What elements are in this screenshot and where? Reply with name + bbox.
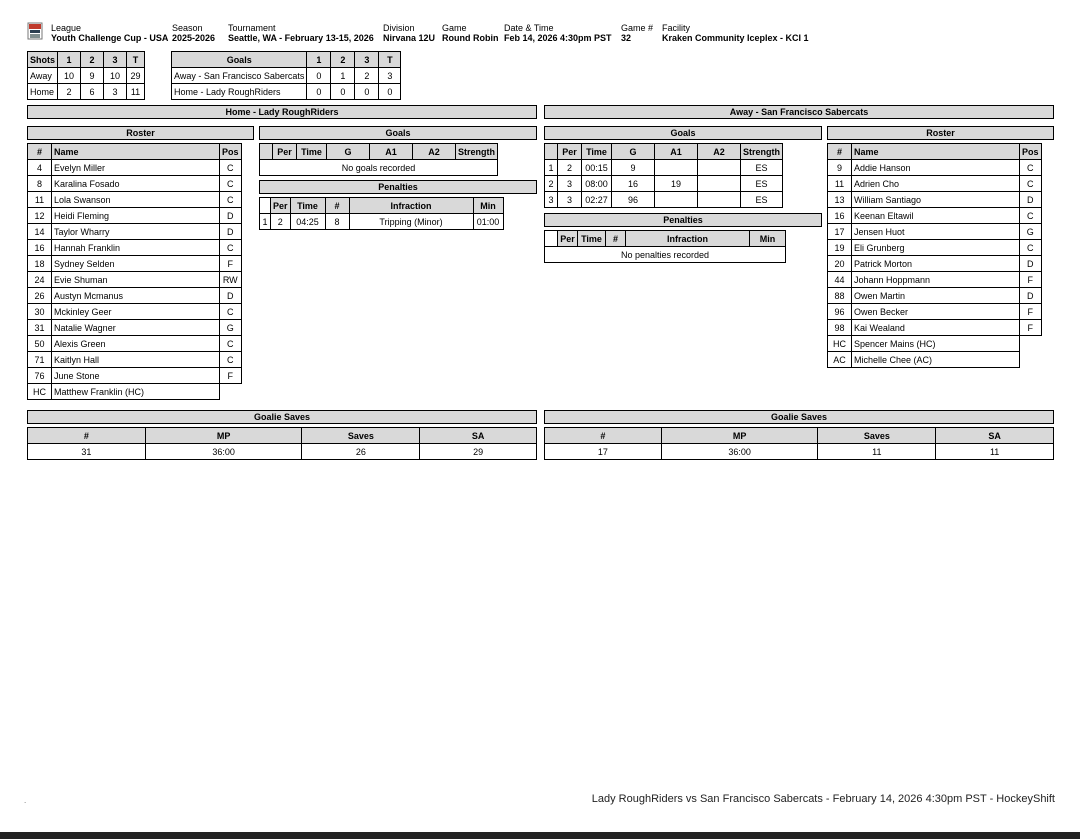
player-position: C (220, 192, 242, 208)
coach-blank (220, 384, 242, 400)
goalie-header: MP (661, 428, 818, 444)
goals-summary-header-row (172, 52, 401, 68)
header-datetime: Date & Time Feb 14, 2026 4:30pm PST (504, 23, 612, 43)
goals-summary-cell: 0 (307, 84, 331, 100)
goal-scorer: 9 (612, 160, 655, 176)
header-game: Game Round Robin (442, 23, 499, 43)
home-goalie-row (28, 444, 537, 460)
goalie-number: 17 (545, 444, 662, 460)
shots-header: 3 (104, 52, 127, 68)
penalties-header (260, 198, 271, 214)
player-name: Addie Hanson (852, 160, 1020, 176)
shots-cell: 29 (127, 68, 145, 84)
goalie-saves: 11 (818, 444, 936, 460)
goal-strength: ES (741, 176, 783, 192)
goals-summary-header: Goals (172, 52, 307, 68)
roster-row (28, 352, 242, 368)
player-number: 13 (828, 192, 852, 208)
goalie-minutes: 36:00 (145, 444, 302, 460)
penalties-header: # (325, 198, 349, 214)
away-roster-title: Roster (827, 126, 1054, 140)
goal-strength: ES (741, 192, 783, 208)
player-position: C (220, 176, 242, 192)
player-number: 88 (828, 288, 852, 304)
coach-name: Matthew Franklin (HC) (52, 384, 220, 400)
goals-summary-header: 1 (307, 52, 331, 68)
player-name: Kaitlyn Hall (52, 352, 220, 368)
roster-header: # (28, 144, 52, 160)
penalties-header-spacer (545, 231, 558, 247)
shots-cell: 9 (81, 68, 104, 84)
coach-row (28, 384, 242, 400)
player-position: F (1020, 272, 1042, 288)
goalie-header: SA (936, 428, 1054, 444)
player-name: Owen Martin (852, 288, 1020, 304)
goals-header: G (327, 144, 370, 160)
goalie-header: Saves (818, 428, 936, 444)
player-name: Heidi Fleming (52, 208, 220, 224)
player-number: 14 (28, 224, 52, 240)
penalties-header: Per (271, 198, 291, 214)
shots-cell: 11 (127, 84, 145, 100)
player-name: Austyn Mcmanus (52, 288, 220, 304)
goals-summary-cell: 0 (307, 68, 331, 84)
goalie-saves: 26 (302, 444, 420, 460)
player-name: June Stone (52, 368, 220, 384)
player-name: Hannah Franklin (52, 240, 220, 256)
goals-header: Strength (741, 144, 783, 160)
away-goals-table (544, 143, 783, 208)
footer-text: Lady RoughRiders vs San Francisco Sabercats - February 14, 2026 4:30pm PST - HockeyShift (591, 793, 1055, 805)
player-name: Natalie Wagner (52, 320, 220, 336)
goal-row (545, 160, 783, 176)
roster-row (28, 368, 242, 384)
goal-time: 00:15 (582, 160, 612, 176)
home-roster-title: Roster (27, 126, 254, 140)
player-position: D (220, 208, 242, 224)
goals-summary-cell: 0 (331, 84, 355, 100)
penalties-header: Time (578, 231, 606, 247)
penalty-infraction: Tripping (Minor) (349, 214, 473, 230)
home-goals-header-row (260, 144, 498, 160)
bottom-bar (0, 832, 1080, 839)
goal-scorer: 96 (612, 192, 655, 208)
header-league: League Youth Challenge Cup - USA (51, 23, 169, 43)
coach-row (828, 352, 1042, 368)
goal-assist-2 (698, 176, 741, 192)
roster-row (828, 176, 1042, 192)
coach-role: HC (28, 384, 52, 400)
goals-summary-cell: 3 (379, 68, 401, 84)
roster-row (28, 288, 242, 304)
player-name: Jensen Huot (852, 224, 1020, 240)
player-number: 16 (28, 240, 52, 256)
coach-name: Spencer Mains (HC) (852, 336, 1020, 352)
shots-table (27, 51, 145, 100)
player-number: 9 (828, 160, 852, 176)
away-team-title: Away - San Francisco Sabercats (544, 105, 1054, 119)
roster-header: Pos (1020, 144, 1042, 160)
goal-strength: ES (741, 160, 783, 176)
roster-header: Name (852, 144, 1020, 160)
roster-header: Name (52, 144, 220, 160)
player-name: Patrick Morton (852, 256, 1020, 272)
roster-row (828, 192, 1042, 208)
goal-scorer: 16 (612, 176, 655, 192)
player-position: C (220, 240, 242, 256)
away-goals-header-row (545, 144, 783, 160)
roster-row (28, 224, 242, 240)
roster-row (828, 240, 1042, 256)
player-position: D (1020, 256, 1042, 272)
goal-time: 02:27 (582, 192, 612, 208)
goal-row (545, 192, 783, 208)
away-penalties-header-row (545, 231, 786, 247)
player-number: 12 (28, 208, 52, 224)
goal-assist-2 (698, 192, 741, 208)
goals-header: A2 (698, 144, 741, 160)
home-goals-empty: No goals recorded (260, 160, 498, 176)
player-position: D (1020, 288, 1042, 304)
player-number: 26 (28, 288, 52, 304)
goals-header: Time (297, 144, 327, 160)
penalty-minutes: 01:00 (473, 214, 503, 230)
player-name: Evelyn Miller (52, 160, 220, 176)
away-roster-header-row (828, 144, 1042, 160)
player-position: F (220, 368, 242, 384)
player-position: D (220, 288, 242, 304)
shots-row-home (28, 84, 145, 100)
penalties-header: Time (290, 198, 325, 214)
goalie-shots-against: 29 (420, 444, 537, 460)
roster-row (828, 288, 1042, 304)
roster-row (28, 240, 242, 256)
home-goalie-header-row (28, 428, 537, 444)
goals-header: Per (273, 144, 297, 160)
player-number: 11 (28, 192, 52, 208)
coach-blank (1020, 352, 1042, 368)
away-penalties-empty: No penalties recorded (545, 247, 786, 263)
goal-index: 3 (545, 192, 558, 208)
goals-summary-team: Away - San Francisco Sabercats (172, 68, 307, 84)
player-position: F (1020, 304, 1042, 320)
goal-row (545, 176, 783, 192)
penalties-header: Min (473, 198, 503, 214)
player-number: 31 (28, 320, 52, 336)
roster-row (828, 304, 1042, 320)
away-goalie-header-row (545, 428, 1054, 444)
away-goalie-title: Goalie Saves (544, 410, 1054, 424)
goal-index: 2 (545, 176, 558, 192)
roster-row (28, 320, 242, 336)
goal-assist-1 (655, 192, 698, 208)
goals-header (545, 144, 558, 160)
shots-team: Home (28, 84, 58, 100)
player-name: Alexis Green (52, 336, 220, 352)
penalties-header: Min (750, 231, 786, 247)
away-penalties-title: Penalties (544, 213, 822, 227)
penalty-number: 8 (325, 214, 349, 230)
shots-row-away (28, 68, 145, 84)
goals-header: Strength (456, 144, 498, 160)
away-penalties-empty-row (545, 247, 786, 263)
player-number: 44 (828, 272, 852, 288)
goals-summary-team: Home - Lady RoughRiders (172, 84, 307, 100)
goals-header: A1 (655, 144, 698, 160)
goalie-header: # (545, 428, 662, 444)
player-name: Eli Grunberg (852, 240, 1020, 256)
away-roster-table (827, 143, 1042, 368)
shots-team: Away (28, 68, 58, 84)
player-name: Taylor Wharry (52, 224, 220, 240)
shots-cell: 2 (58, 84, 81, 100)
home-roster-table (27, 143, 242, 400)
player-number: 71 (28, 352, 52, 368)
coach-row (828, 336, 1042, 352)
shots-header: Shots (28, 52, 58, 68)
shots-cell: 10 (104, 68, 127, 84)
goal-assist-1 (655, 160, 698, 176)
roster-row (28, 272, 242, 288)
home-team-title: Home - Lady RoughRiders (27, 105, 537, 119)
goals-summary-row-home (172, 84, 401, 100)
player-number: 4 (28, 160, 52, 176)
player-name: Johann Hoppmann (852, 272, 1020, 288)
player-name: Karalina Fosado (52, 176, 220, 192)
goals-summary-cell: 0 (379, 84, 401, 100)
roster-row (28, 304, 242, 320)
player-position: C (1020, 240, 1042, 256)
penalties-header: Infraction (349, 198, 473, 214)
roster-row (28, 208, 242, 224)
player-number: 20 (828, 256, 852, 272)
roster-row (828, 224, 1042, 240)
player-number: 24 (28, 272, 52, 288)
goalie-header: MP (145, 428, 302, 444)
roster-row (828, 160, 1042, 176)
goals-summary-header: 3 (355, 52, 379, 68)
player-number: 50 (28, 336, 52, 352)
goal-period: 2 (558, 160, 582, 176)
penalties-header: Infraction (626, 231, 750, 247)
roster-row (28, 336, 242, 352)
player-position: RW (220, 272, 242, 288)
player-position: F (220, 256, 242, 272)
goal-period: 3 (558, 192, 582, 208)
player-name: Sydney Selden (52, 256, 220, 272)
player-number: 16 (828, 208, 852, 224)
home-goals-empty-row (260, 160, 498, 176)
player-number: 98 (828, 320, 852, 336)
player-name: Lola Swanson (52, 192, 220, 208)
player-position: C (220, 352, 242, 368)
home-penalties-header-row (260, 198, 504, 214)
penalties-header: Per (558, 231, 578, 247)
player-position: C (1020, 160, 1042, 176)
shots-header-row (28, 52, 145, 68)
penalty-period: 2 (271, 214, 291, 230)
league-logo-icon (27, 22, 43, 40)
goal-period: 3 (558, 176, 582, 192)
goalie-shots-against: 11 (936, 444, 1054, 460)
header-division: Division Nirvana 12U (383, 23, 436, 43)
goals-header: A2 (413, 144, 456, 160)
player-position: C (1020, 208, 1042, 224)
player-position: C (220, 304, 242, 320)
roster-row (28, 192, 242, 208)
home-roster-header-row (28, 144, 242, 160)
header-facility: Facility Kraken Community Iceplex - KCI 1 (662, 23, 809, 43)
away-goalie-table (544, 427, 1054, 460)
player-number: 19 (828, 240, 852, 256)
goals-header: A1 (370, 144, 413, 160)
player-number: 30 (28, 304, 52, 320)
shots-header: 2 (81, 52, 104, 68)
player-position: C (220, 160, 242, 176)
goalie-header: Saves (302, 428, 420, 444)
player-number: 8 (28, 176, 52, 192)
goalie-header: SA (420, 428, 537, 444)
player-position: F (1020, 320, 1042, 336)
roster-row (28, 256, 242, 272)
goals-summary-table (171, 51, 401, 100)
player-number: 76 (28, 368, 52, 384)
header-tournament: Tournament Seattle, WA - February 13-15, 2026 (228, 23, 374, 43)
shots-cell: 10 (58, 68, 81, 84)
penalty-index: 1 (260, 214, 271, 230)
roster-row (828, 320, 1042, 336)
player-number: 17 (828, 224, 852, 240)
roster-row (828, 272, 1042, 288)
header-game-number: Game # 32 (621, 23, 654, 43)
goal-index: 1 (545, 160, 558, 176)
goals-header: G (612, 144, 655, 160)
goals-summary-cell: 1 (331, 68, 355, 84)
goals-summary-cell: 2 (355, 68, 379, 84)
player-number: 11 (828, 176, 852, 192)
roster-header: Pos (220, 144, 242, 160)
shots-header: 1 (58, 52, 81, 68)
roster-header: # (828, 144, 852, 160)
player-name: Kai Wealand (852, 320, 1020, 336)
shots-cell: 6 (81, 84, 104, 100)
home-goalie-title: Goalie Saves (27, 410, 537, 424)
roster-row (28, 160, 242, 176)
player-name: Mckinley Geer (52, 304, 220, 320)
goals-header: Time (582, 144, 612, 160)
goalie-number: 31 (28, 444, 146, 460)
player-number: 96 (828, 304, 852, 320)
goals-summary-cell: 0 (355, 84, 379, 100)
home-penalties-title: Penalties (259, 180, 537, 194)
shots-cell: 3 (104, 84, 127, 100)
goals-header (260, 144, 273, 160)
away-goals-title: Goals (544, 126, 822, 140)
goalie-header: # (28, 428, 146, 444)
penalty-time: 04:25 (290, 214, 325, 230)
roster-row (828, 208, 1042, 224)
player-number: 18 (28, 256, 52, 272)
player-name: Keenan Eltawil (852, 208, 1020, 224)
home-penalty-row (260, 214, 504, 230)
header-season: Season 2025-2026 (172, 23, 216, 43)
shots-header: T (127, 52, 145, 68)
goal-assist-1: 19 (655, 176, 698, 192)
player-position: D (1020, 192, 1042, 208)
roster-row (828, 256, 1042, 272)
coach-blank (1020, 336, 1042, 352)
goals-summary-header: 2 (331, 52, 355, 68)
goalie-minutes: 36:00 (661, 444, 818, 460)
home-goalie-table (27, 427, 537, 460)
player-position: D (220, 224, 242, 240)
penalties-header: # (606, 231, 626, 247)
player-name: Owen Becker (852, 304, 1020, 320)
footer-dot: . (24, 796, 27, 805)
goals-summary-header: T (379, 52, 401, 68)
goal-assist-2 (698, 160, 741, 176)
home-penalties-table (259, 197, 504, 230)
player-position: G (220, 320, 242, 336)
player-position: G (1020, 224, 1042, 240)
coach-name: Michelle Chee (AC) (852, 352, 1020, 368)
player-name: Evie Shuman (52, 272, 220, 288)
goal-time: 08:00 (582, 176, 612, 192)
away-penalties-table (544, 230, 786, 263)
coach-role: HC (828, 336, 852, 352)
home-goals-title: Goals (259, 126, 537, 140)
player-name: Adrien Cho (852, 176, 1020, 192)
home-goals-table (259, 143, 498, 176)
coach-role: AC (828, 352, 852, 368)
player-position: C (1020, 176, 1042, 192)
player-position: C (220, 336, 242, 352)
goals-summary-row-away (172, 68, 401, 84)
goals-header: Per (558, 144, 582, 160)
player-name: William Santiago (852, 192, 1020, 208)
away-goalie-row (545, 444, 1054, 460)
roster-row (28, 176, 242, 192)
